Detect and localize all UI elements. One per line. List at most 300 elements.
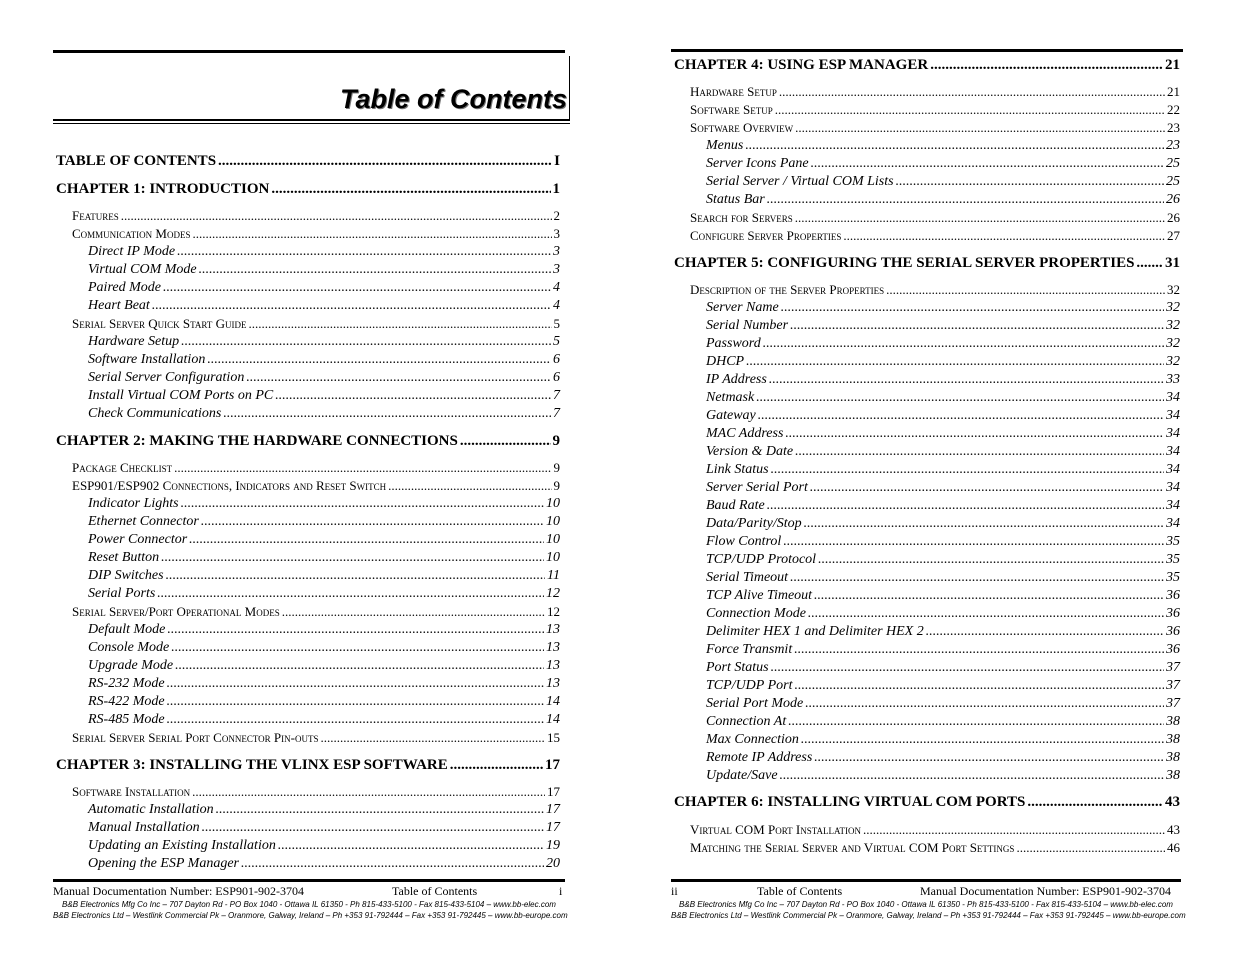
toc-leader-dots — [926, 623, 1164, 641]
toc-entry-label: Link Status — [706, 462, 769, 477]
toc-entry-page: 34 — [1166, 390, 1180, 405]
heading-vertical-rule — [569, 56, 570, 121]
toc-entry-page: 13 — [546, 640, 560, 655]
toc-leader-dots — [746, 353, 1164, 371]
toc-leader-dots — [745, 137, 1164, 155]
toc-entry-page: 17 — [547, 784, 560, 799]
toc-entry-label: Serial Server / Virtual COM Lists — [706, 174, 894, 189]
toc-subsection-entry[interactable] — [706, 299, 1180, 317]
toc-leader-dots — [202, 819, 544, 837]
toc-entry-label: Package Checklist — [72, 460, 173, 475]
footer-section: Table of Contents — [757, 884, 843, 898]
toc-entry-page: 32 — [1166, 318, 1180, 333]
toc-leader-dots — [275, 387, 551, 405]
toc-entry-page: 34 — [1166, 444, 1180, 459]
toc-leader-dots — [241, 855, 544, 873]
toc-chapter-entry[interactable] — [56, 152, 560, 170]
toc-entry-page: 36 — [1166, 606, 1180, 621]
toc-entry-page: 17 — [546, 802, 560, 817]
toc-leader-dots — [930, 56, 1163, 74]
toc-leader-dots — [814, 587, 1164, 605]
toc-entry-label: Gateway — [706, 408, 756, 423]
toc-entry-page: 13 — [546, 622, 560, 637]
toc-entry-page: 25 — [1166, 156, 1180, 171]
toc-entry-page: 37 — [1166, 660, 1180, 675]
toc-entry-label: Indicator Lights — [88, 496, 179, 511]
toc-subsection-entry[interactable] — [88, 351, 560, 369]
toc-entry-page: 17 — [546, 820, 560, 835]
right-page — [671, 0, 1191, 954]
toc-entry-page: 25 — [1166, 174, 1180, 189]
toc-subsection-entry[interactable] — [706, 515, 1180, 533]
toc-subsection-entry[interactable] — [88, 333, 560, 351]
toc-subsection-entry[interactable] — [88, 837, 560, 855]
toc-leader-dots — [246, 369, 551, 387]
toc-section-entry[interactable] — [72, 783, 560, 801]
toc-entry-label: TCP/UDP Port — [706, 678, 793, 693]
toc-leader-dots — [804, 515, 1164, 533]
toc-subsection-entry[interactable] — [88, 513, 560, 531]
toc-subsection-entry[interactable] — [706, 533, 1180, 551]
toc-subsection-entry[interactable] — [88, 297, 560, 315]
toc-entry-page: 32 — [1167, 282, 1180, 297]
toc-section-entry[interactable] — [690, 209, 1180, 227]
toc-entry-page: 15 — [547, 730, 560, 745]
toc-leader-dots — [223, 405, 551, 423]
toc-entry-page: 13 — [546, 658, 560, 673]
toc-entry-label: Default Mode — [88, 622, 166, 637]
toc-leader-dots — [189, 531, 544, 549]
toc-leader-dots — [181, 495, 544, 513]
toc-leader-dots — [790, 317, 1164, 335]
toc-subsection-entry[interactable] — [706, 389, 1180, 407]
toc-entry-page: 43 — [1167, 822, 1180, 837]
toc-entry-label: Reset Button — [88, 550, 160, 565]
toc-entry-label: Serial Server Quick Start Guide — [72, 316, 247, 331]
toc-entry-page: 4 — [553, 298, 560, 313]
toc-entry-page: 43 — [1165, 794, 1180, 810]
toc-leader-dots — [886, 281, 1165, 299]
toc-leader-dots — [794, 641, 1164, 659]
toc-leader-dots — [863, 821, 1165, 839]
toc-entry-label: Paired Mode — [88, 280, 161, 295]
toc-section-entry[interactable] — [72, 477, 560, 495]
toc-leader-dots — [167, 693, 544, 711]
toc-entry-label: TCP Alive Timeout — [706, 588, 813, 603]
toc-leader-dots — [769, 371, 1164, 389]
toc-entry-label: Manual Installation — [88, 820, 200, 835]
toc-entry-label: RS-232 Mode — [88, 676, 165, 691]
footer-doc-number: Manual Documentation Number: ESP901-902-3704 — [53, 884, 304, 898]
footer-page-number: ii — [671, 884, 678, 898]
toc-entry-label: Delimiter HEX 1 and Delimiter HEX 2 — [706, 624, 924, 639]
toc-entry-page: 32 — [1166, 336, 1180, 351]
toc-entry-page: 10 — [546, 514, 560, 529]
toc-leader-dots — [811, 155, 1164, 173]
toc-subsection-entry[interactable] — [88, 621, 560, 639]
toc-entry-page: 23 — [1166, 138, 1180, 153]
toc-leader-dots — [771, 461, 1164, 479]
top-rule — [671, 49, 1183, 52]
toc-section-entry[interactable] — [72, 729, 560, 747]
toc-section-entry[interactable] — [690, 839, 1180, 857]
toc-subsection-entry[interactable] — [88, 531, 560, 549]
toc-leader-dots — [163, 279, 551, 297]
toc-leader-dots — [1136, 254, 1163, 272]
toc-entry-page: 34 — [1166, 462, 1180, 477]
toc-entry-label: Check Communications — [88, 406, 222, 421]
toc-section-entry[interactable] — [690, 821, 1180, 839]
toc-entry-page: 36 — [1166, 588, 1180, 603]
toc-subsection-entry[interactable] — [88, 261, 560, 279]
toc-subsection-entry[interactable] — [88, 549, 560, 567]
toc-entry-page: 34 — [1166, 426, 1180, 441]
toc-entry-page: 37 — [1166, 696, 1180, 711]
toc-chapter-entry[interactable] — [56, 432, 560, 450]
toc-subsection-entry[interactable] — [706, 605, 1180, 623]
toc-leader-dots — [758, 407, 1164, 425]
toc-entry-label: Menus — [706, 138, 744, 153]
toc-subsection-entry[interactable] — [88, 819, 560, 837]
toc-subsection-entry[interactable] — [88, 675, 560, 693]
toc-entry-label: Connection Mode — [706, 606, 806, 621]
toc-entry-page: 34 — [1166, 408, 1180, 423]
toc-subsection-entry[interactable] — [706, 677, 1180, 695]
toc-leader-dots — [788, 713, 1164, 731]
toc-entry-page: 34 — [1166, 480, 1180, 495]
toc-leader-dots — [174, 459, 551, 477]
toc-entry-page: 33 — [1166, 372, 1180, 387]
toc-entry-label: MAC Address — [706, 426, 784, 441]
footer-rule — [53, 879, 565, 882]
footer-section: Table of Contents — [392, 884, 478, 898]
toc-subsection-entry[interactable] — [706, 155, 1180, 173]
toc-subsection-entry[interactable] — [706, 551, 1180, 569]
toc-subsection-entry[interactable] — [706, 767, 1180, 785]
toc-leader-dots — [166, 567, 545, 585]
toc-entry-label: CHAPTER 1: INTRODUCTION — [56, 181, 270, 197]
toc-subsection-entry[interactable] — [88, 495, 560, 513]
toc-chapter-entry[interactable] — [674, 56, 1180, 74]
toc-entry-label: CHAPTER 2: MAKING THE HARDWARE CONNECTIONS — [56, 433, 458, 449]
toc-leader-dots — [801, 731, 1164, 749]
toc-leader-dots — [810, 479, 1164, 497]
toc-entry-label: Communication Modes — [72, 226, 191, 241]
toc-subsection-entry[interactable] — [88, 279, 560, 297]
toc-subsection-entry[interactable] — [706, 371, 1180, 389]
toc-section-entry[interactable] — [690, 83, 1180, 101]
toc-subsection-entry[interactable] — [88, 567, 560, 585]
toc-leader-dots — [785, 425, 1164, 443]
toc-entry-page: 26 — [1167, 210, 1180, 225]
toc-entry-label: Hardware Setup — [88, 334, 180, 349]
toc-leader-dots — [756, 389, 1164, 407]
toc-subsection-entry[interactable] — [88, 855, 560, 873]
toc-subsection-entry[interactable] — [706, 353, 1180, 371]
toc-entry-label: Data/Parity/Stop — [706, 516, 802, 531]
toc-leader-dots — [795, 209, 1165, 227]
toc-entry-label: IP Address — [706, 372, 767, 387]
toc-entry-label: Search for Servers — [690, 210, 793, 225]
toc-entry-page: 10 — [546, 550, 560, 565]
toc-entry-label: Virtual COM Mode — [88, 262, 197, 277]
toc-subsection-entry[interactable] — [706, 497, 1180, 515]
toc-subsection-entry[interactable] — [706, 407, 1180, 425]
toc-entry-label: Power Connector — [88, 532, 188, 547]
toc-subsection-entry[interactable] — [706, 443, 1180, 461]
toc-entry-label: Serial Server Serial Port Connector Pin-outs — [72, 730, 319, 745]
toc-subsection-entry[interactable] — [88, 387, 560, 405]
footer-address-us: B&B Electronics Mfg Co Inc – 707 Dayton Rd - PO Box 1040 - Ottawa IL 61350 - Ph 815-433-5100 - Fax 815-433-5104 – www.bb-elec.com — [679, 900, 1173, 909]
toc-entry-label: Console Mode — [88, 640, 170, 655]
toc-entry-label: Server Serial Port — [706, 480, 808, 495]
toc-entry-page: 34 — [1166, 498, 1180, 513]
toc-subsection-entry[interactable] — [706, 731, 1180, 749]
toc-leader-dots — [192, 225, 551, 243]
toc-subsection-entry[interactable] — [706, 461, 1180, 479]
toc-entry-label: Password — [706, 336, 761, 351]
toc-subsection-entry[interactable] — [88, 711, 560, 729]
toc-subsection-entry[interactable] — [706, 749, 1180, 767]
toc-entry-label: Ethernet Connector — [88, 514, 199, 529]
toc-entry-page: 5 — [553, 316, 560, 331]
toc-leader-dots — [779, 83, 1165, 101]
toc-chapter-entry[interactable] — [56, 180, 560, 198]
toc-entry-page: 22 — [1167, 102, 1180, 117]
toc-leader-dots — [216, 801, 544, 819]
toc-entry-page: 46 — [1167, 840, 1180, 855]
toc-leader-dots — [795, 443, 1164, 461]
toc-entry-label: Max Connection — [706, 732, 799, 747]
toc-entry-label: Force Transmit — [706, 642, 793, 657]
toc-entry-page: 9 — [553, 460, 560, 475]
toc-entry-label: Status Bar — [706, 192, 765, 207]
toc-entry-page: 38 — [1166, 750, 1180, 765]
toc-entry-page: 38 — [1166, 768, 1180, 783]
toc-entry-page: 19 — [546, 838, 560, 853]
toc-entry-label: Software Installation — [72, 784, 191, 799]
toc-entry-page: 12 — [547, 604, 560, 619]
toc-entry-page: 5 — [553, 334, 560, 349]
toc-leader-dots — [805, 695, 1164, 713]
toc-leader-dots — [278, 837, 544, 855]
toc-section-entry[interactable] — [72, 207, 560, 225]
toc-subsection-entry[interactable] — [706, 569, 1180, 587]
toc-leader-dots — [271, 180, 550, 198]
toc-leader-dots — [763, 335, 1164, 353]
toc-entry-label: CHAPTER 5: CONFIGURING THE SERIAL SERVER PROPERTIES — [674, 255, 1135, 271]
toc-entry-label: Server Icons Pane — [706, 156, 809, 171]
toc-leader-dots — [780, 767, 1164, 785]
toc-leader-dots — [767, 191, 1164, 209]
toc-subsection-entry[interactable] — [706, 335, 1180, 353]
toc-subsection-entry[interactable] — [706, 659, 1180, 677]
toc-entry-page: 36 — [1166, 642, 1180, 657]
toc-entry-label: Matching the Serial Server and Virtual COM Port Settings — [690, 840, 1015, 855]
toc-leader-dots — [781, 299, 1164, 317]
toc-entry-page: 34 — [1166, 516, 1180, 531]
toc-section-entry[interactable] — [72, 603, 560, 621]
footer-rule — [671, 879, 1181, 882]
toc-entry-page: 36 — [1166, 624, 1180, 639]
toc-leader-dots — [201, 513, 544, 531]
left-page — [53, 0, 573, 954]
toc-entry-label: Updating an Existing Installation — [88, 838, 276, 853]
toc-entry-page: 26 — [1166, 192, 1180, 207]
toc-entry-label: Install Virtual COM Ports on PC — [88, 388, 274, 403]
toc-section-entry[interactable] — [690, 101, 1180, 119]
toc-entry-label: CHAPTER 6: INSTALLING VIRTUAL COM PORTS — [674, 794, 1026, 810]
toc-entry-page: 3 — [553, 244, 560, 259]
toc-subsection-entry[interactable] — [706, 317, 1180, 335]
toc-entry-label: Version & Date — [706, 444, 794, 459]
toc-entry-label: Serial Timeout — [706, 570, 789, 585]
toc-subsection-entry[interactable] — [706, 587, 1180, 605]
toc-subsection-entry[interactable] — [706, 191, 1180, 209]
toc-leader-dots — [207, 351, 551, 369]
toc-leader-dots — [843, 227, 1165, 245]
footer-address-us: B&B Electronics Mfg Co Inc – 707 Dayton Rd - PO Box 1040 - Ottawa IL 61350 - Ph 815-433-5100 - Fax 815-433-5104 – www.bb-elec.com — [62, 900, 556, 909]
toc-entry-label: TABLE OF CONTENTS — [56, 153, 217, 169]
toc-leader-dots — [896, 173, 1164, 191]
toc-leader-dots — [794, 677, 1164, 695]
toc-section-entry[interactable] — [72, 315, 560, 333]
toc-subsection-entry[interactable] — [706, 695, 1180, 713]
toc-leader-dots — [460, 432, 551, 450]
toc-subsection-entry[interactable] — [88, 585, 560, 603]
toc-chapter-entry[interactable] — [674, 793, 1180, 811]
toc-entry-page: 9 — [553, 478, 560, 493]
toc-entry-label: Update/Save — [706, 768, 778, 783]
toc-entry-page: 38 — [1166, 714, 1180, 729]
toc-entry-label: Serial Number — [706, 318, 789, 333]
toc-entry-label: Hardware Setup — [690, 84, 777, 99]
toc-section-entry[interactable] — [690, 281, 1180, 299]
page-title: Table of Contents — [340, 84, 567, 114]
toc-entry-page: 38 — [1166, 732, 1180, 747]
toc-entry-page: 27 — [1167, 228, 1180, 243]
toc-subsection-entry[interactable] — [706, 425, 1180, 443]
toc-entry-label: Direct IP Mode — [88, 244, 176, 259]
toc-subsection-entry[interactable] — [706, 479, 1180, 497]
toc-subsection-entry[interactable] — [706, 641, 1180, 659]
toc-entry-page: I — [554, 153, 560, 169]
toc-subsection-entry[interactable] — [88, 801, 560, 819]
toc-subsection-entry[interactable] — [706, 713, 1180, 731]
toc-entry-page: 7 — [553, 388, 560, 403]
toc-entry-label: DHCP — [706, 354, 745, 369]
toc-entry-label: DIP Switches — [88, 568, 164, 583]
toc-subsection-entry[interactable] — [88, 405, 560, 423]
toc-leader-dots — [320, 729, 545, 747]
toc-entry-page: 17 — [545, 757, 560, 773]
toc-entry-label: Serial Server/Port Operational Modes — [72, 604, 280, 619]
toc-section-entry[interactable] — [72, 225, 560, 243]
toc-entry-label: Software Installation — [88, 352, 206, 367]
toc-leader-dots — [121, 207, 552, 225]
toc-leader-dots — [818, 551, 1164, 569]
toc-subsection-entry[interactable] — [88, 639, 560, 657]
toc-entry-label: Flow Control — [706, 534, 782, 549]
toc-subsection-entry[interactable] — [706, 623, 1180, 641]
toc-leader-dots — [450, 756, 543, 774]
toc-leader-dots — [771, 659, 1164, 677]
toc-entry-label: Netmask — [706, 390, 755, 405]
toc-leader-dots — [1016, 839, 1165, 857]
toc-entry-page: 31 — [1165, 255, 1180, 271]
toc-subsection-entry[interactable] — [88, 693, 560, 711]
toc-entry-page: 2 — [553, 208, 560, 223]
toc-entry-label: CHAPTER 4: USING ESP MANAGER — [674, 57, 929, 73]
toc-subsection-entry[interactable] — [88, 369, 560, 387]
toc-subsection-entry[interactable] — [706, 173, 1180, 191]
toc-leader-dots — [1027, 793, 1163, 811]
toc-leader-dots — [167, 675, 544, 693]
toc-subsection-entry[interactable] — [88, 657, 560, 675]
toc-section-entry[interactable] — [72, 459, 560, 477]
toc-entry-label: Opening the ESP Manager — [88, 856, 239, 871]
toc-entry-page: 10 — [546, 532, 560, 547]
toc-subsection-entry[interactable] — [88, 243, 560, 261]
toc-leader-dots — [152, 297, 551, 315]
toc-entry-page: 35 — [1166, 552, 1180, 567]
toc-entry-page: 4 — [553, 280, 560, 295]
toc-chapter-entry[interactable] — [674, 254, 1180, 272]
toc-chapter-entry[interactable] — [56, 756, 560, 774]
toc-subsection-entry[interactable] — [706, 137, 1180, 155]
toc-entry-page: 32 — [1166, 354, 1180, 369]
footer-doc-number: Manual Documentation Number: ESP901-902-3704 — [920, 884, 1171, 898]
toc-leader-dots — [177, 243, 551, 261]
toc-entry-page: 37 — [1166, 678, 1180, 693]
toc-leader-dots — [282, 603, 545, 621]
toc-entry-page: 11 — [547, 568, 560, 583]
toc-entry-page: 3 — [553, 226, 560, 241]
toc-entry-page: 32 — [1166, 300, 1180, 315]
toc-leader-dots — [388, 477, 551, 495]
toc-entry-label: Connection At — [706, 714, 787, 729]
toc-entry-label: Server Name — [706, 300, 779, 315]
toc-entry-label: ESP901/ESP902 Connections, Indicators and Reset Switch — [72, 478, 387, 493]
toc-leader-dots — [192, 783, 545, 801]
toc-entry-page: 6 — [553, 352, 560, 367]
toc-leader-dots — [171, 639, 544, 657]
toc-entry-label: Serial Server Configuration — [88, 370, 245, 385]
toc-entry-label: Description of the Server Properties — [690, 282, 885, 297]
toc-entry-page: 14 — [546, 694, 560, 709]
toc-entry-label: Virtual COM Port Installation — [690, 822, 862, 837]
toc-leader-dots — [167, 621, 544, 639]
toc-leader-dots — [199, 261, 551, 279]
toc-entry-label: Automatic Installation — [88, 802, 214, 817]
toc-entry-label: Software Overview — [690, 120, 794, 135]
toc-entry-page: 20 — [546, 856, 560, 871]
toc-leader-dots — [814, 749, 1164, 767]
toc-entry-label: Port Status — [706, 660, 769, 675]
toc-entry-page: 35 — [1166, 570, 1180, 585]
toc-leader-dots — [775, 101, 1165, 119]
toc-entry-label: TCP/UDP Protocol — [706, 552, 817, 567]
footer-address-eu: B&B Electronics Ltd – Westlink Commercial Pk – Oranmore, Galway, Ireland – Ph +353 91-792444 – Fax +353 91-792445 – www.bb-europe.com — [53, 911, 568, 920]
toc-leader-dots — [181, 333, 551, 351]
toc-section-entry[interactable] — [690, 227, 1180, 245]
toc-entry-page: 3 — [553, 262, 560, 277]
toc-entry-page: 12 — [546, 586, 560, 601]
toc-leader-dots — [248, 315, 551, 333]
toc-entry-label: Features — [72, 208, 119, 223]
toc-section-entry[interactable] — [690, 119, 1180, 137]
toc-entry-page: 21 — [1165, 57, 1180, 73]
